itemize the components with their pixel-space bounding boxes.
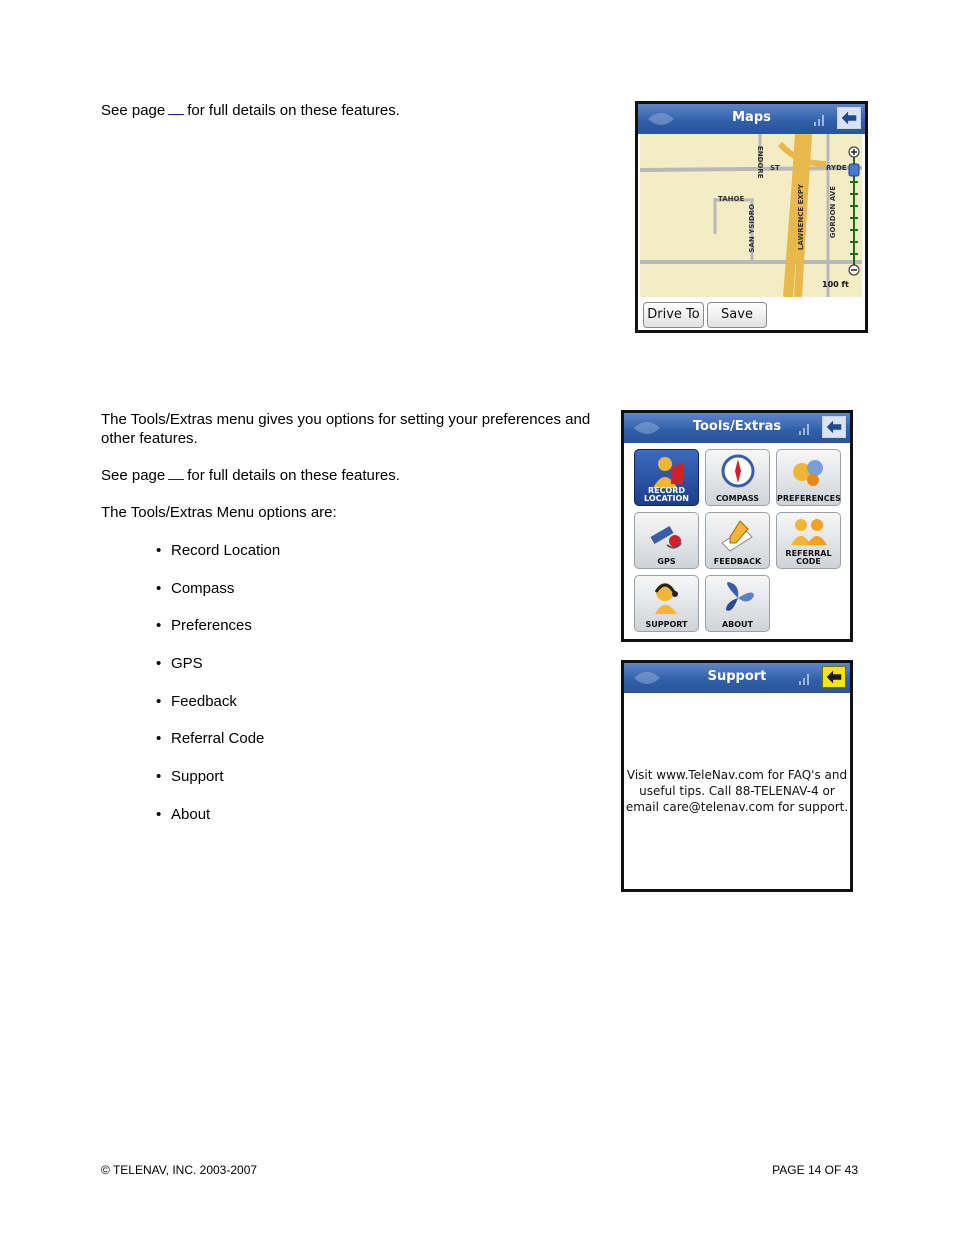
tools-intro-line1: The Tools/Extras menu gives you options for setting your preferences and	[101, 411, 591, 428]
zoom-slider[interactable]	[847, 146, 861, 276]
tile-feedback[interactable]	[705, 512, 770, 569]
tile-label: GPS	[657, 557, 676, 566]
tile-label: CODE	[796, 557, 821, 566]
record-location-icon	[647, 454, 687, 490]
support-screenshot	[621, 660, 853, 892]
footer-page-number: PAGE 14 OF 43	[772, 1163, 858, 1177]
map-scale-label: 100 ft	[822, 280, 849, 289]
tile-label: LOCATION	[644, 494, 689, 503]
feedback-icon	[718, 517, 758, 553]
page-reference-link[interactable]	[168, 466, 184, 480]
support-message-line: Visit www.TeleNav.com for FAQ's and	[626, 768, 848, 782]
support-message-line: email care@telenav.com for support.	[625, 800, 849, 814]
tile-compass[interactable]	[705, 449, 770, 506]
compass-icon	[718, 454, 758, 490]
tile-label: COMPASS	[715, 494, 760, 503]
see-page-suffix: for full details on these features.	[187, 102, 400, 119]
screen-title: Tools/Extras	[692, 419, 782, 434]
list-item: • Referral Code	[156, 730, 265, 748]
signal-icon	[813, 113, 827, 127]
tile-about[interactable]	[705, 575, 770, 632]
back-button[interactable]	[822, 666, 846, 688]
street-label: GORDON AVE	[829, 186, 837, 239]
support-message-line: useful tips. Call 88-TELENAV-4 or	[639, 784, 835, 798]
referral-code-icon	[789, 517, 829, 553]
street-label: LAWRENCE EXPY	[797, 184, 805, 251]
street-label: TAHOE	[718, 195, 745, 203]
preferences-icon	[789, 454, 829, 490]
list-item: • Compass	[156, 579, 235, 597]
maps-see-page-line	[101, 101, 400, 120]
street-label: ST	[770, 164, 780, 172]
list-item: • About	[156, 805, 211, 823]
options-heading: The Tools/Extras Menu options are:	[101, 504, 337, 521]
street-label: ENDORE	[756, 146, 764, 179]
tile-label: RECORD	[647, 486, 686, 495]
screen-title: Maps	[732, 110, 771, 125]
list-item: • Preferences	[156, 617, 252, 635]
list-item: • GPS	[156, 655, 203, 673]
zoom-slider-graphic	[847, 146, 861, 276]
maps-screenshot	[635, 101, 868, 333]
back-arrow-icon	[823, 667, 845, 687]
signal-icon	[798, 672, 812, 686]
tile-label: ABOUT	[721, 620, 754, 629]
list-item: • Feedback	[156, 692, 237, 710]
title-bar	[624, 413, 850, 443]
list-item: • Support	[156, 768, 224, 786]
tile-referral-code[interactable]	[776, 512, 841, 569]
back-arrow-icon	[838, 108, 860, 128]
tile-label: SUPPORT	[645, 620, 688, 629]
save-button[interactable]: Save	[707, 302, 767, 328]
see-page-suffix: for full details on these features.	[187, 467, 400, 484]
footer-copyright: © TELENAV, INC. 2003-2007	[101, 1163, 258, 1177]
screen-title: Support	[707, 669, 767, 684]
title-bar	[624, 663, 850, 693]
tools-options-list	[156, 541, 280, 843]
street-label: SAN YSIDRO	[748, 204, 756, 253]
tile-support[interactable]	[634, 575, 699, 632]
tools-extras-screenshot	[621, 410, 853, 642]
map-view[interactable]	[640, 134, 862, 297]
signal-icon	[798, 422, 812, 436]
tools-intro-line2: other features.	[101, 430, 198, 447]
list-item: • Record Location	[156, 542, 281, 559]
gps-icon	[647, 517, 687, 553]
drive-to-button[interactable]: Drive To	[643, 302, 704, 328]
tools-see-page-line	[101, 466, 400, 485]
back-arrow-icon	[823, 417, 845, 437]
tile-label: PREFERENCES	[777, 494, 841, 503]
tile-record-location[interactable]	[634, 449, 699, 506]
about-icon	[718, 580, 758, 616]
support-message	[624, 767, 850, 815]
see-page-prefix: See page	[101, 467, 166, 484]
tile-gps[interactable]	[634, 512, 699, 569]
support-icon	[647, 580, 687, 616]
page-reference-link[interactable]	[168, 101, 184, 115]
back-button[interactable]	[837, 107, 861, 129]
tile-label: FEEDBACK	[713, 557, 762, 566]
back-button[interactable]	[822, 416, 846, 438]
title-bar	[638, 104, 865, 134]
tile-label: REFERRAL	[785, 549, 832, 558]
street-label: RYDE	[826, 164, 847, 172]
tile-preferences[interactable]	[776, 449, 841, 506]
see-page-prefix: See page	[101, 102, 166, 119]
